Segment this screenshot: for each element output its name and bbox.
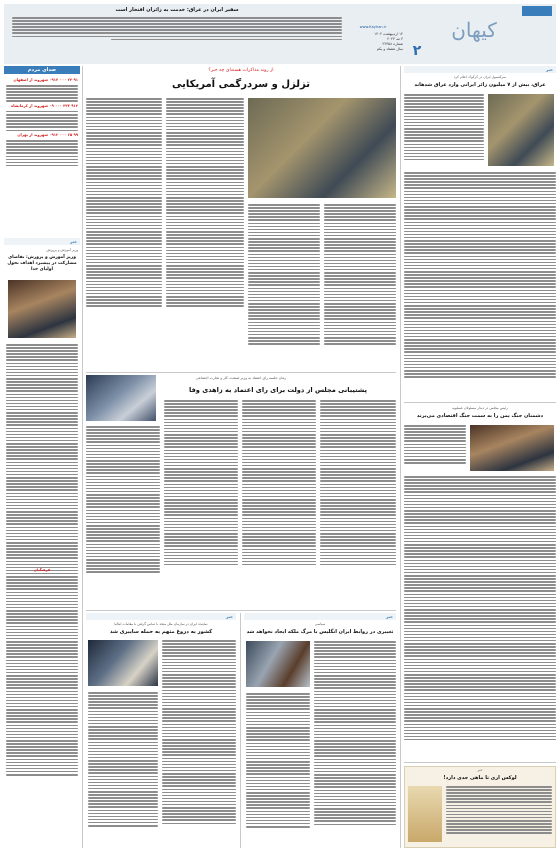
lead-kicker: از روند مذاکرات هسته‌ای چه خبر؟ <box>208 68 274 73</box>
story-body <box>404 476 556 740</box>
story-kicker: وزیر آموزش و پرورش <box>46 248 78 252</box>
website-url: www.Kayhan.ir <box>359 25 387 29</box>
story-body <box>162 640 236 824</box>
lead-body-col-4 <box>324 204 396 345</box>
teaser-body <box>446 786 552 834</box>
section-divider <box>404 762 556 763</box>
voice-caller: ۹۹ ۶۵ ۰۰۰ ۰۹۱۲ شهروند از تهران <box>17 133 78 138</box>
column-divider <box>400 66 401 848</box>
un-photo <box>88 640 158 686</box>
story-kicker: سرکنسول ایران در کرکوک اعلام کرد <box>453 75 507 79</box>
mid-body-col-3 <box>242 400 316 565</box>
story-title: تغییری در روابط ایران انگلیس با مرگ ملکه ایجاد نخواهد شد <box>246 629 394 635</box>
story-title: دشمنان جنگ یمن را به سمت جنگ اقتصادی می‌برند <box>416 413 544 419</box>
date-line: شماره ۲۲۳۵۸ <box>382 42 403 46</box>
mid-title: پشتیبانی مجلس از دولت برای رای اعتماد به زاهدی وفا <box>189 386 367 394</box>
section-bar <box>4 66 80 74</box>
section-title: خبر <box>385 614 393 619</box>
lead-body-col-3 <box>248 204 320 345</box>
section-divider <box>86 610 396 611</box>
story-title: کشور به دروغ متهم به حمله سایبری شد <box>109 629 213 635</box>
page-number: ۲ <box>412 43 422 59</box>
negotiation-photo <box>248 98 396 198</box>
lead-title: تزلزل و سردرگمی آمریکایی <box>172 79 310 90</box>
mid-body-col-1 <box>86 426 160 573</box>
top-story-body <box>12 17 342 40</box>
story-title: وزیر آموزش و پرورش: تقاضای مشارکت در پیشبرد اهداف تحول اولیای خدا <box>7 255 77 272</box>
header-section-tag <box>522 6 552 16</box>
voice-caller: ۹۱ ۲۳ ۰۰۰ ۰۹۱۳ شهروند از اصفهان <box>13 78 78 82</box>
section-bar <box>404 66 556 73</box>
mid-body-col-2 <box>164 400 238 565</box>
newspaper-logo: کیهان <box>451 18 497 42</box>
section-title: خبر <box>225 614 233 619</box>
people-voice-column <box>6 78 78 168</box>
minister-photo <box>8 280 76 338</box>
section-title: خبر <box>69 239 77 244</box>
story-title: عراق، بیش از ۷ میلیون زائر ایرانی وارد عراق شدهاند <box>414 82 546 88</box>
story-kicker: رئیس مجلس در دیدار مسئولان عسلویه <box>452 406 508 410</box>
story-body <box>6 344 78 776</box>
column-divider <box>240 613 241 848</box>
section-divider <box>404 402 556 403</box>
cartoon-illustration <box>408 786 442 842</box>
teaser-kicker: خبر <box>477 768 483 772</box>
meeting-photo <box>470 425 554 471</box>
story-body <box>404 425 466 464</box>
section-bar <box>244 613 396 620</box>
section-title: خبر <box>545 67 553 72</box>
parliament-photo <box>86 375 156 421</box>
date-line: سال هشتاد و یکم <box>376 47 403 51</box>
section-divider <box>86 372 396 373</box>
story-body <box>314 641 396 825</box>
mid-body-col-4 <box>320 400 396 565</box>
sub-heading: فرهنگیان <box>33 568 51 572</box>
story-body <box>88 692 158 827</box>
pilgrims-photo <box>488 94 554 166</box>
lead-body-col-1 <box>86 98 162 307</box>
section-bar <box>4 238 80 245</box>
voice-caller: ۹۱۲ ۳۳۴ ۰۰۰ ۰۹ شهروند از کرمانشاه <box>11 103 78 108</box>
date-block <box>347 32 403 58</box>
story-body <box>404 172 556 378</box>
top-story-title: سفیر ایران در عراق: خدمت به زائران افتخار است <box>115 7 239 13</box>
teaser-title: لوکس اری تا ماهی جدی دارد! <box>443 775 517 781</box>
section-bar <box>86 613 236 620</box>
column-divider <box>82 66 83 848</box>
mid-kicker: رمان جلسه رای اعتماد به وزیر صنعت، کار و تجارت اجتماعی <box>195 376 287 380</box>
spokesman-photo <box>246 641 310 687</box>
story-body <box>246 693 310 828</box>
story-body <box>404 94 484 160</box>
section-title: صدای مردم <box>27 67 57 73</box>
date-line: ۱۴ اردیبهشت ۱۴۰۲ <box>374 32 403 36</box>
date-line: ۴ مه ۲۰۲۳ <box>387 37 403 41</box>
lead-body-col-2 <box>166 98 244 307</box>
story-kicker: نماینده ایران در سازمان ملل متحد با تماس گرفتن با مقامات ایتالیا <box>114 622 208 626</box>
story-kicker: سیاسی <box>314 622 326 626</box>
